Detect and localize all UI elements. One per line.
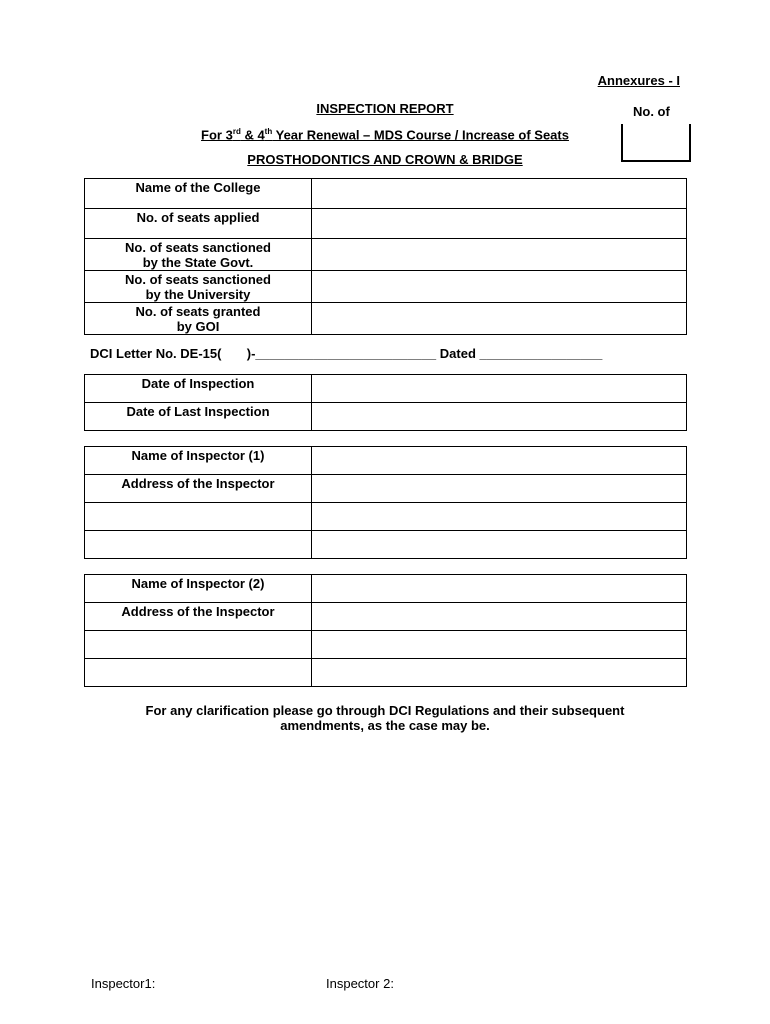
no-of-label: No. of [633, 104, 670, 119]
inspector-1-extra-label [85, 531, 312, 559]
college-info-table [84, 178, 687, 335]
seats-sanctioned-university-label [85, 271, 312, 303]
table-row [85, 239, 687, 271]
inspector-1-name-field[interactable] [312, 447, 687, 475]
seats-applied-label: No. of seats applied [85, 209, 312, 239]
table-row [85, 575, 687, 603]
table-row [85, 375, 687, 403]
inspector-1-address-field[interactable] [312, 475, 687, 503]
clarification-note [0, 703, 770, 733]
label-line: by the State Govt. [142, 255, 254, 270]
inspector-2-extra-label [85, 631, 312, 659]
department-title: PROSTHODONTICS AND CROWN & BRIDGE [247, 152, 523, 167]
seats-sanctioned-state-field[interactable] [312, 239, 687, 271]
seats-granted-goi-field[interactable] [312, 303, 687, 335]
subtitle-sup-th: th [264, 127, 273, 136]
inspector-2-address-field[interactable] [312, 603, 687, 631]
note-line: amendments, as the case may be. [280, 718, 490, 733]
college-name-field[interactable] [312, 179, 687, 209]
table-row [85, 271, 687, 303]
table-row [85, 403, 687, 431]
table-row [85, 447, 687, 475]
inspector-2-table [84, 574, 687, 687]
table-row [85, 209, 687, 239]
table-row [85, 503, 687, 531]
inspector-2-address-line-2[interactable] [312, 631, 687, 659]
table-row [85, 659, 687, 687]
table-row [85, 179, 687, 209]
inspector-2-address-label: Address of the Inspector [85, 603, 312, 631]
table-row [85, 303, 687, 335]
subtitle-text-for: For 3 [201, 127, 233, 143]
seats-applied-field[interactable] [312, 209, 687, 239]
inspector-1-signature-label: Inspector1: [91, 976, 156, 991]
table-row [85, 631, 687, 659]
table-row [85, 603, 687, 631]
inspector-2-signature-label: Inspector 2: [326, 976, 394, 991]
subtitle-sup-rd: rd [232, 127, 241, 136]
inspector-1-name-label: Name of Inspector (1) [85, 447, 312, 475]
inspector-1-address-line-3[interactable] [312, 531, 687, 559]
date-of-last-inspection-field[interactable] [312, 403, 687, 431]
seats-granted-goi-label [85, 303, 312, 335]
inspection-dates-table [84, 374, 687, 431]
table-row [85, 531, 687, 559]
inspector-1-table [84, 446, 687, 559]
label-line: by GOI [176, 319, 220, 334]
date-of-inspection-field[interactable] [312, 375, 687, 403]
inspector-2-name-field[interactable] [312, 575, 687, 603]
annexure-label: Annexures - I [597, 73, 680, 88]
label-line: No. of seats sanctioned [125, 240, 271, 255]
subtitle-text-amp: & 4 [240, 127, 265, 143]
report-subtitle [0, 127, 770, 142]
label-line: No. of seats sanctioned [125, 272, 271, 287]
inspector-1-address-label: Address of the Inspector [85, 475, 312, 503]
seats-sanctioned-university-field[interactable] [312, 271, 687, 303]
subtitle-text-rest: Year Renewal – MDS Course / Increase of Seats [272, 127, 569, 143]
date-of-inspection-label: Date of Inspection [85, 375, 312, 403]
inspector-1-extra-label [85, 503, 312, 531]
label-line: by the University [145, 287, 251, 302]
note-line: For any clarification please go through DCI Regulations and their subsequent [145, 703, 625, 718]
seats-sanctioned-state-label [85, 239, 312, 271]
inspector-2-address-line-3[interactable] [312, 659, 687, 687]
college-name-label: Name of the College [85, 179, 312, 209]
report-title: INSPECTION REPORT [316, 101, 454, 116]
inspector-2-name-label: Name of Inspector (2) [85, 575, 312, 603]
dci-letter-line[interactable]: DCI Letter No. DE-15( )-_________________________ Dated _________________ [90, 346, 603, 361]
label-line: No. of seats granted [135, 304, 261, 319]
inspector-1-address-line-2[interactable] [312, 503, 687, 531]
inspector-2-extra-label [85, 659, 312, 687]
date-of-last-inspection-label: Date of Last Inspection [85, 403, 312, 431]
table-row [85, 475, 687, 503]
